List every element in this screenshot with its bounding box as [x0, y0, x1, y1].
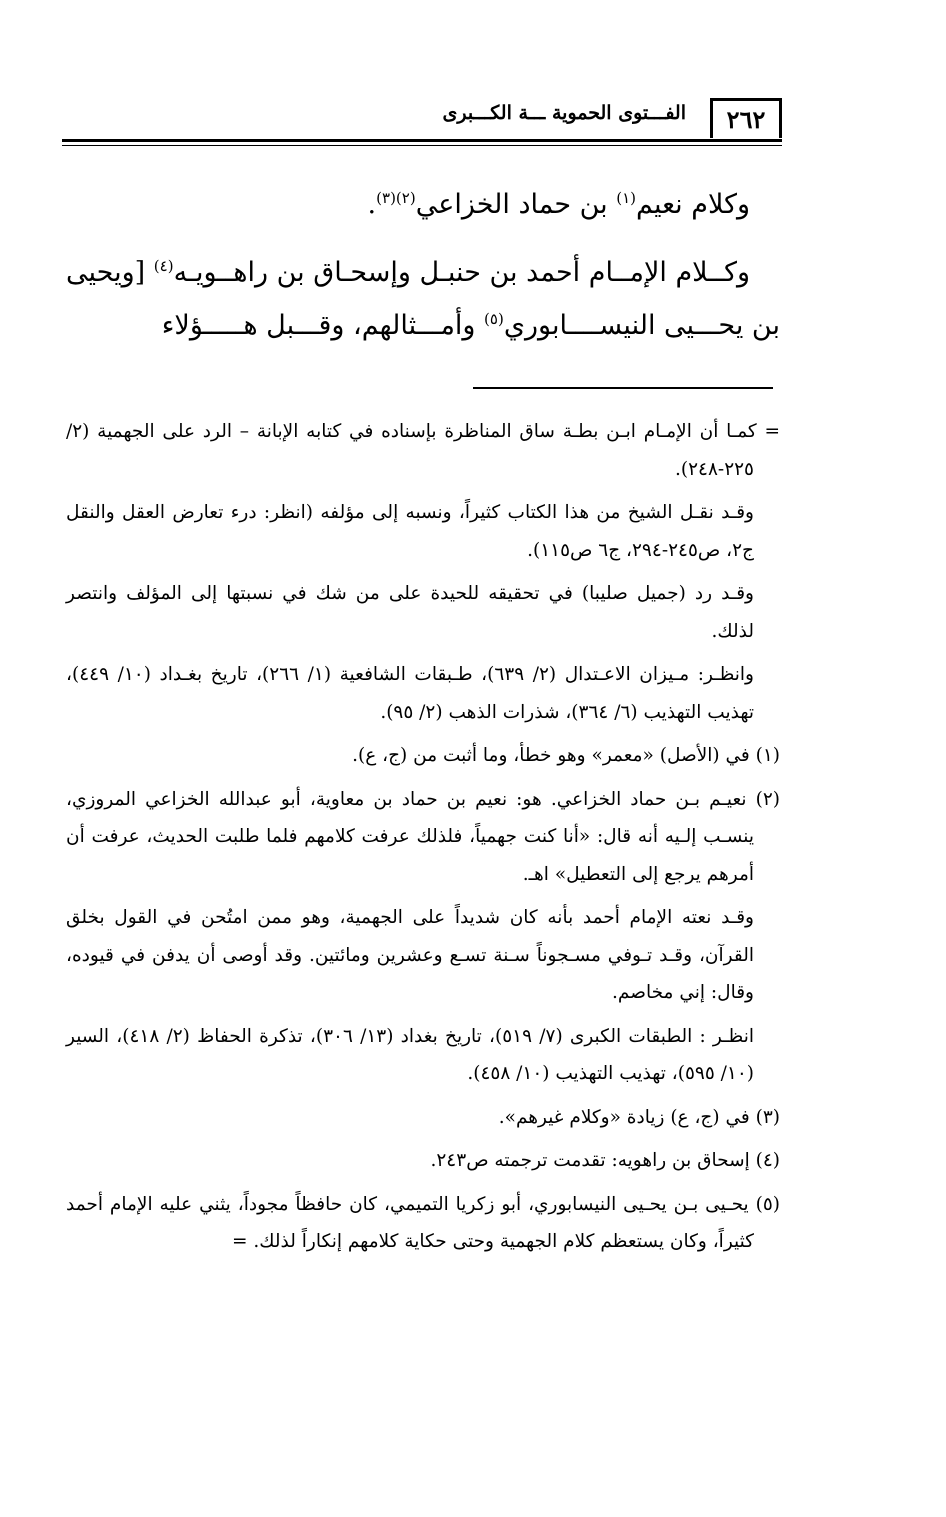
- footnote-paragraph: انظـر : الطبقات الكبرى (٧/ ٥١٩)، تاريخ بغداد (١٣/ ٣٠٦)، تذكرة الحفاظ (٢/ ٤١٨)، السير (١٠/ ٥٩٥)، تهذيب التهذيب (١٠/ ٤٥٨).: [66, 1025, 755, 1084]
- footnote-5: (٥) يحـيى بـن يحـيى النيسابوري، أبو زكريا التميمي، كان حافظاً مجوداً، يثني عليه الإمام أحمد كثيراً، وكان يستعظم كلام الجهمية وحتى حكاية كلامهم إنكاراً لذلك. =: [66, 1193, 780, 1252]
- footnote-4: (٤) إسحاق بن راهويه: تقدمت ترجمته ص٢٤٣.: [430, 1150, 780, 1171]
- footnote-paragraph: وانظـر: مـيزان الاعـتدال (٢/ ٦٣٩)، طـبقات الشافعية (١/ ٢٦٦)، تاريخ بغـداد (١٠/ ٤٤٩)، تهذيب التهذيب (٦/ ٣٦٤)، شذرات الذهب (٢/ ٩٥).: [66, 664, 754, 723]
- footnote-ref-4: (٤): [153, 257, 174, 275]
- footnote-paragraph: وقـد نعته الإمام أحمد بأنه كان شديداً على الجهمية، وهو ممن امتُحن في القول بخلق القرآن، وقـد تـوفي مسـجوناً سـنة تسـع وعشرين ومائتين. وقد أوصى أن يدفن في قيوده، وقال: إني مخاصم.: [66, 907, 754, 1003]
- footnote-separator: [473, 387, 773, 389]
- footnote-paragraph: وقـد رد (جميل صليبا) في تحقيقه للحيدة على من شك في نسبتها إلى المؤلف وانتصر لذلك.: [66, 583, 754, 642]
- header-rule-thick: [62, 139, 782, 142]
- main-paragraph-2: وكــلام الإمــام أحمد بن حنبـل وإسحـاق بن راهــويـه$^{(٤)}$ [ويحيى بن يحـــيى النيســــابوري$^{(٥)}$ وأمـــثالهم، وقـــبل هـــــؤلاء: [66, 257, 780, 341]
- footnote-1: (١) في (الأصل) «معمر» وهو خطأ، وما أثبت من (ج، ع).: [352, 745, 780, 766]
- footnote-ref-2-3: (٢)(٣): [376, 189, 416, 207]
- footnotes: [66, 413, 780, 1267]
- footnote-ref-5: (٥): [484, 310, 504, 328]
- footnote-2: (٢) نعيـم بـن حماد الخزاعي. هو: نعيم بن حماد بن معاوية، أبو عبدالله الخزاعي المروزي، ينسـب إلـيه أنه قال: «أنا كنت جهمياً، فلذلك عرفت كلامهم فلما طلبت الحديث، عرفت أن أمرهم يرجع إلى التعطيل» اهـ.: [66, 788, 780, 885]
- footnote-3: (٣) في (ج، ع) زيادة «وكلام غيرهم».: [498, 1106, 780, 1128]
- footnote-continuation: = كمـا أن الإمـام ابـن بطـة ساق المناظرة بإسناده في كتابه الإبانة – الرد على الجهمية (٢/ ٢٢٥-٢٤٨).: [66, 421, 780, 480]
- page-number: ٢٦٢: [710, 98, 782, 138]
- main-paragraph-2-block: [66, 246, 780, 352]
- footnote-paragraph: وقـد نقـل الشيخ من هذا الكتاب كثيراً، ونسبه إلى مؤلفه (انظر: درء تعارض العقل والنقل ج٢، ص٢٤٥-٢٩٤، ج٦ ص١١٥).: [66, 502, 754, 561]
- running-title: الفـــتوى الحموية ـــة الكـــبرى: [442, 102, 686, 124]
- page-header: [62, 98, 782, 146]
- footnote-ref-1: (١): [616, 189, 637, 207]
- main-line-1: [66, 178, 780, 231]
- main-paragraph-1: وكلام نعيم$^{(١)}$ بن حماد الخزاعي$^{(٢)(٣)}$.: [367, 189, 750, 220]
- header-rule-thin: [62, 145, 782, 146]
